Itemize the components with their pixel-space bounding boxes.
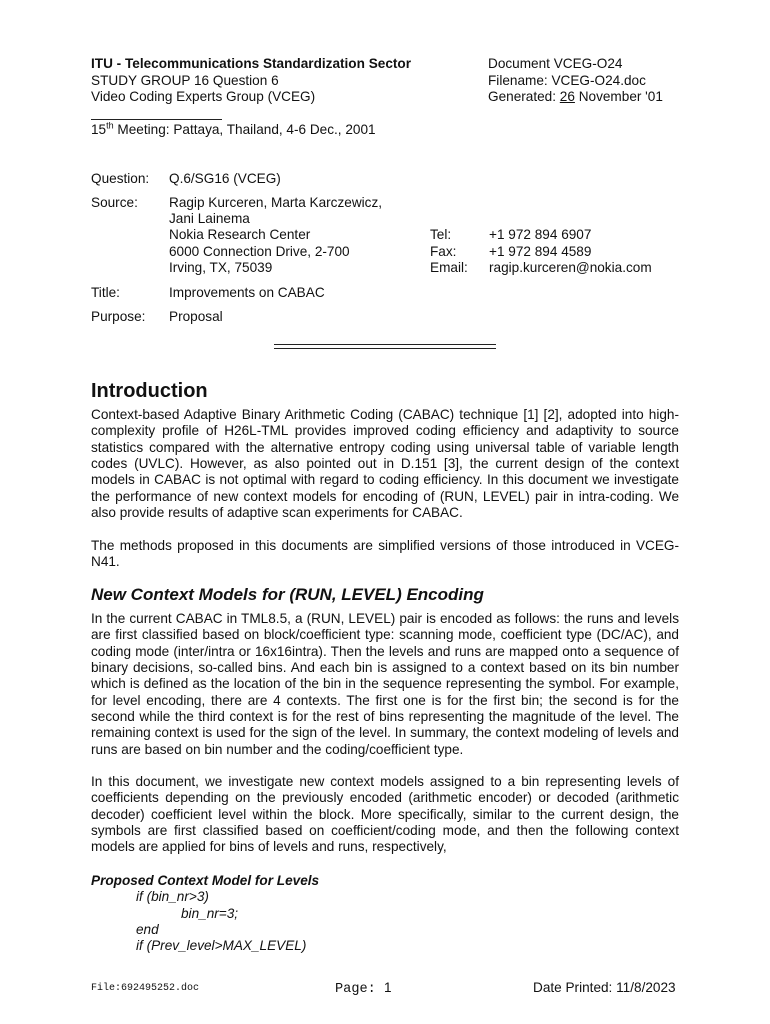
intro-heading: Introduction: [91, 380, 208, 402]
generated-day: 26: [559, 89, 575, 104]
fax-value: +1 972 894 4589: [489, 244, 592, 259]
generated-rest: November '01: [574, 89, 663, 104]
filename: Filename: VCEG-O24.doc: [488, 73, 646, 88]
page-label: Page:: [335, 982, 384, 997]
tel-value: +1 972 894 6907: [489, 227, 592, 242]
org-title: ITU - Telecommunications Standardization Sector: [91, 56, 412, 71]
question-label: Question:: [91, 171, 150, 186]
purpose-label: Purpose:: [91, 309, 146, 324]
purpose-value: Proposal: [169, 309, 223, 324]
email-value[interactable]: ragip.kurceren@nokia.com: [489, 260, 652, 275]
email-label: Email:: [430, 260, 468, 275]
source-label: Source:: [91, 195, 138, 210]
question-value: Q.6/SG16 (VCEG): [169, 171, 281, 186]
tel-label: Tel:: [430, 227, 452, 242]
section-paragraph-2: In this document, we investigate new context models assigned to a bin representing levels of coefficients depending on the previously encoded (arithmetic encoder) or decoded (arithmetic decoder) coefficient level within the block. More specifically, similar to the current design, the symbols are first classified based on coefficient/coding mode, and then the following context models are applied for bins of levels and runs, respectively,: [91, 774, 679, 855]
meeting-text: Meeting: Pattaya, Thailand, 4-6 Dec., 2001: [113, 122, 376, 137]
code-line: if (Prev_level>MAX_LEVEL): [136, 938, 307, 953]
study-group: STUDY GROUP 16 Question 6: [91, 73, 279, 88]
page-number: 1: [383, 980, 392, 995]
source-line: Jani Lainema: [169, 211, 250, 226]
code-line: bin_nr=3;: [181, 906, 239, 921]
code-line: end: [136, 922, 159, 937]
section-paragraph-1: In the current CABAC in TML8.5, a (RUN, LEVEL) pair is encoded as follows: the runs and levels are first classified based on block/coefficient type: scanning mode, coefficient type (DC/AC), and coding mode (inter/intra or 16x16intra). Then the levels and runs are mapped onto a sequence of binary decisions, so-called bins. And each bin is assigned to a context based on its bin number which is defined as the location of the bin in the sequence representing the symbol. For example, for level encoding, there are 4 contexts. The first one is for the first bin; the second is for the second while the third context is for the rest of bins representing the magnitude of the level. The remaining context is used for the sign of the level. In summary, the context modeling of levels and runs are based on bin number and the coding/coefficient type.: [91, 611, 679, 757]
title-value: Improvements on CABAC: [169, 285, 325, 300]
proposed-heading: Proposed Context Model for Levels: [91, 873, 320, 888]
meeting-number: 15: [91, 122, 107, 137]
footer-file: File:692495252.doc: [91, 983, 200, 994]
section-heading: New Context Models for (RUN, LEVEL) Encoding: [91, 585, 484, 604]
source-line: Nokia Research Center: [169, 227, 311, 242]
intro-paragraph-2: The methods proposed in this documents are simplified versions of those introduced in VCEG-N41.: [91, 538, 679, 570]
generated-date: [488, 89, 663, 106]
fax-label: Fax:: [430, 244, 457, 259]
source-line: Ragip Kurceren, Marta Karczewicz,: [169, 195, 383, 210]
footer-date: Date Printed: 11/8/2023: [533, 980, 676, 995]
meeting-line: [91, 122, 376, 139]
code-line: if (bin_nr>3): [136, 889, 209, 904]
group-name: Video Coding Experts Group (VCEG): [91, 89, 316, 104]
source-line: 6000 Connection Drive, 2-700: [169, 244, 350, 259]
footer-page: [335, 980, 392, 997]
intro-paragraph-1: Context-based Adaptive Binary Arithmetic Coding (CABAC) technique [1] [2], adopted into high-complexity profile of H26L-TML provides improved coding efficiency and adaptivity to source statistics compared with the alternative entropy coding using universal table of variable length codes (UVLC). However, as also pointed out in D.151 [3], the current design of the context models in CABAC is not optimal with regard to coding efficiency. In this document we investigate the performance of new context models for encoding of (RUN, LEVEL) pair in intra-coding. We also provide results of adaptive scan experiments for CABAC.: [91, 407, 679, 521]
title-label: Title:: [91, 285, 120, 300]
document-id: Document VCEG-O24: [488, 56, 623, 71]
section-divider: [274, 344, 496, 349]
meeting-suffix: th: [106, 120, 114, 131]
source-line: Irving, TX, 75039: [169, 260, 273, 275]
generated-prefix: Generated:: [488, 89, 560, 104]
